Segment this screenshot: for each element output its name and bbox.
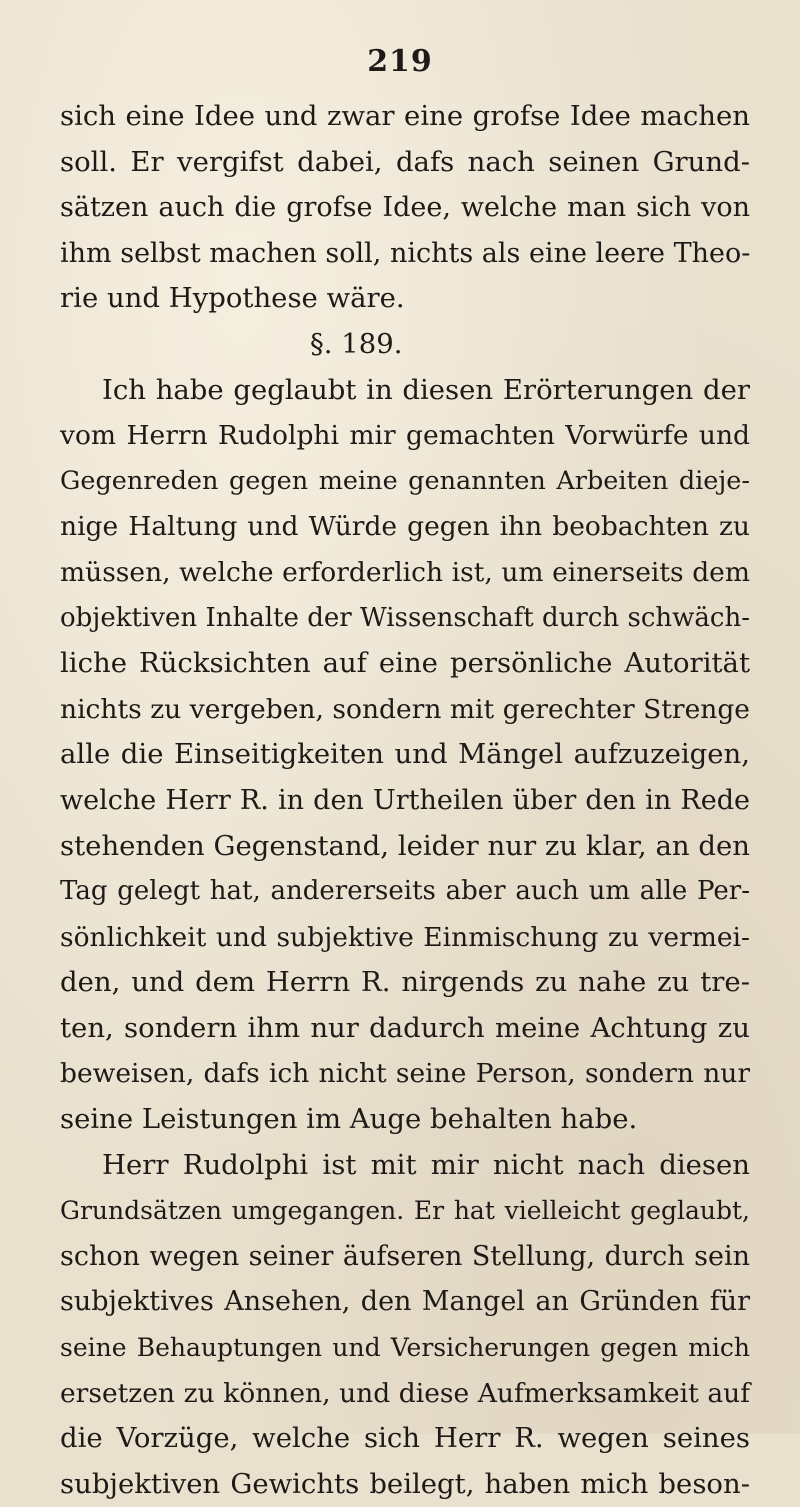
text-line: soll. Er vergifst dabei, dafs nach seinen Grund- [60, 145, 750, 178]
text-line: beweisen, dafs ich nicht seine Person, sondern nur [60, 1058, 750, 1090]
text-line: ten, sondern ihm nur dadurch meine Achtung zu [60, 1011, 750, 1044]
text-line: sönlichkeit und subjektive Einmischung zu vermei- [60, 921, 750, 953]
section-heading: §. 189. [310, 327, 403, 360]
text-line: alle die Einseitigkeiten und Mängel aufzuzeigen, [60, 738, 750, 771]
text-line: ihm selbst machen soll, nichts als eine leere Theo- [60, 237, 751, 269]
text-line: subjektives Ansehen, den Mangel an Gründen für [60, 1286, 750, 1318]
text-line: objektiven Inhalte der Wissenschaft durch schwäch- [60, 602, 750, 633]
text-line: nige Haltung und Würde gegen ihn beobachten zu [60, 511, 750, 543]
text-line: Herr Rudolphi ist mit mir nicht nach diesen [102, 1148, 750, 1181]
page-number: 219 [367, 44, 433, 79]
text-line: müssen, welche erforderlich ist, um einerseits dem [60, 556, 750, 588]
text-line: nichts zu vergeben, sondern mit gerechter Strenge [60, 693, 750, 725]
text-line: den, und dem Herrn R. nirgends zu nahe zu tre- [60, 966, 750, 999]
text-line: welche Herr R. in den Urtheilen über den in Rede [60, 784, 750, 816]
text-line: liche Rücksichten auf eine persönliche Autorität [60, 647, 750, 680]
text-line: rie und Hypothese wäre. [60, 282, 405, 315]
text-line: Ich habe geglaubt in diesen Erörterungen der [102, 373, 750, 406]
text-line: vom Herrn Rudolphi mir gemachten Vorwürfe und [60, 420, 750, 452]
text-line: Grundsätzen umgegangen. Er hat vielleicht geglaubt, [60, 1196, 750, 1226]
body-text [60, 94, 750, 1507]
text-line: seine Behauptungen und Versicherungen gegen mich [60, 1333, 750, 1363]
text-line: subjektiven Gewichts beilegt, haben mich beson- [60, 1467, 750, 1500]
text-line: die Vorzüge, welche sich Herr R. wegen seines [60, 1422, 750, 1455]
text-line: seine Leistungen im Auge behalten habe. [60, 1103, 638, 1136]
text-line: stehenden Gegenstand, leider nur zu klar, an den [60, 829, 750, 862]
text-line: sich eine Idee und zwar eine grofse Idee machen [60, 100, 750, 132]
text-line: sätzen auch die grofse Idee, welche man sich von [60, 192, 750, 224]
text-line: Tag gelegt hat, andererseits aber auch um alle Per- [60, 876, 750, 907]
text-line: schon wegen seiner äufseren Stellung, durch sein [60, 1240, 750, 1272]
text-line: Gegenreden gegen meine genannten Arbeiten dieje- [60, 465, 750, 496]
text-line: ersetzen zu können, und diese Aufmerksamkeit auf [60, 1377, 750, 1409]
